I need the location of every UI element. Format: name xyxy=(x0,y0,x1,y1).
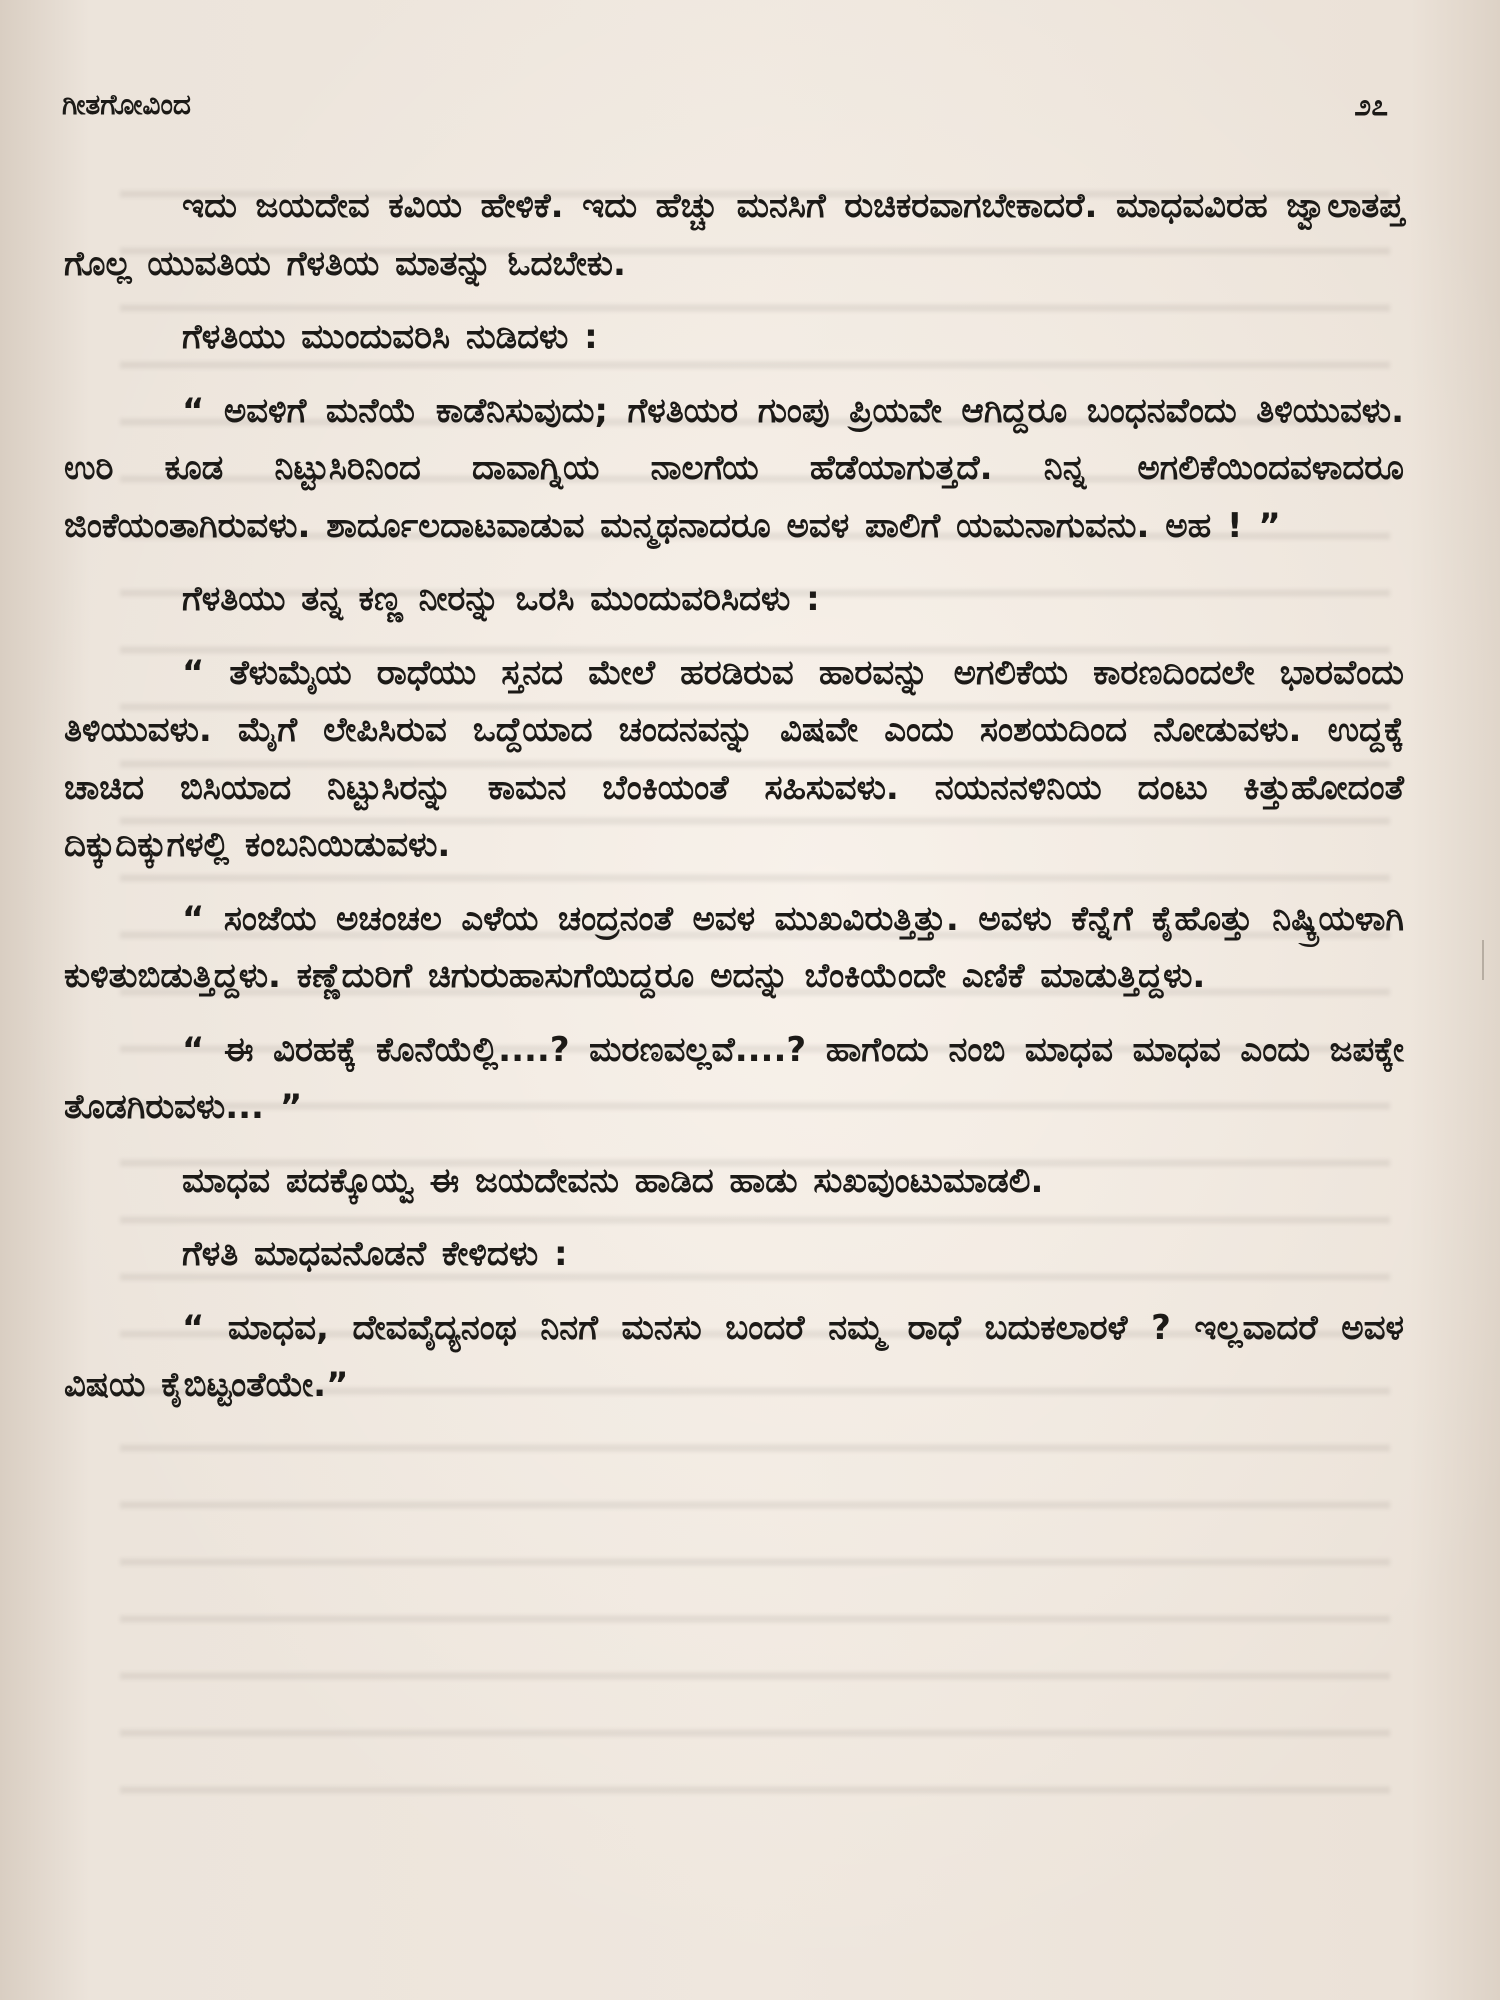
quoted-paragraph: “ ಮಾಧವ, ದೇವವೈದ್ಯನಂಥ ನಿನಗೆ ಮನಸು ಬಂದರೆ ನಮ್ಮ ರಾಧೆ ಬದುಕಲಾರಳೆ ? ಇಲ್ಲವಾದರೆ ಅವಳ ವಿಷಯ ಕೈಬಿಟ್ಟಂತೆಯೇ.” xyxy=(64,1307,1404,1405)
paragraph: ಇದು ಜಯದೇವ ಕವಿಯ ಹೇಳಿಕೆ. ಇದು ಹೆಚ್ಚು ಮನಸಿಗೆ ರುಚಿಕರವಾಗಬೇಕಾದರೆ. ಮಾಧವವಿರಹ ಜ್ವಾಲಾತಪ್ತ ಗೊಲ್ಲ ಯುವತಿಯ ಗೆಳತಿಯ ಮಾತನ್ನು ಓದಬೇಕು. xyxy=(64,186,1404,284)
quoted-paragraph: “ ಸಂಜೆಯ ಅಚಂಚಲ ಎಳೆಯ ಚಂದ್ರನಂತೆ ಅವಳ ಮುಖವಿರುತ್ತಿತ್ತು. ಅವಳು ಕೆನ್ನೆಗೆ ಕೈಹೊತ್ತು ನಿಷ್ಕ್ರಿಯಳಾಗಿ ಕುಳಿತುಬಿಡುತ್ತಿದ್ದಳು. ಕಣ್ಣೆದುರಿಗೆ ಚಿಗುರುಹಾಸುಗೆಯಿದ್ದರೂ ಅದನ್ನು ಬೆಂಕಿಯೆಂದೇ ಎಣಿಕೆ ಮಾಡುತ್ತಿದ್ದಳು. xyxy=(64,898,1404,996)
page-header xyxy=(62,88,1388,128)
paragraph: ಮಾಧವ ಪದಕ್ಕೊಯ್ವ ಈ ಜಯದೇವನು ಹಾಡಿದ ಹಾಡು ಸುಖವುಂಟುಮಾಡಲಿ. xyxy=(182,1160,1044,1201)
margin-mark xyxy=(1482,940,1484,980)
quoted-paragraph: “ ಅವಳಿಗೆ ಮನೆಯೆ ಕಾಡೆನಿಸುವುದು; ಗೆಳತಿಯರ ಗುಂಪು ಪ್ರಿಯವೇ ಆಗಿದ್ದರೂ ಬಂಧನವೆಂದು ತಿಳಿಯುವಳು. ಉರಿ ಕೂಡ ನಿಟ್ಟುಸಿರಿನಿಂದ ದಾವಾಗ್ನಿಯ ನಾಲಗೆಯ ಹೆಡೆಯಾಗುತ್ತದೆ. ನಿನ್ನ ಅಗಲಿಕೆಯಿಂದವಳಾದರೂ ಜಿಂಕೆಯಂತಾಗಿರುವಳು. ಶಾರ್ದೂಲದಾಟವಾಡುವ ಮನ್ಮಥನಾದರೂ ಅವಳ ಪಾಲಿಗೆ ಯಮನಾಗುವನು. ಅಹ ! ” xyxy=(64,390,1404,546)
paragraph: ಗೆಳತಿ ಮಾಧವನೊಡನೆ ಕೇಳಿದಳು : xyxy=(182,1234,568,1274)
body-text xyxy=(64,178,1404,1431)
quoted-paragraph: “ ಈ ವಿರಹಕ್ಕೆ ಕೊನೆಯೆಲ್ಲಿ....? ಮರಣವಲ್ಲವೆ....? ಹಾಗೆಂದು ನಂಬಿ ಮಾಧವ ಮಾಧವ ಎಂದು ಜಪಕ್ಕೇ ತೊಡಗಿರುವಳು... ” xyxy=(64,1029,1404,1127)
page-number: ೨೭ xyxy=(1354,88,1388,123)
quoted-paragraph: “ ತೆಳುಮೈಯ ರಾಧೆಯು ಸ್ತನದ ಮೇಲೆ ಹರಡಿರುವ ಹಾರವನ್ನು ಅಗಲಿಕೆಯ ಕಾರಣದಿಂದಲೇ ಭಾರವೆಂದು ತಿಳಿಯುವಳು. ಮೈಗೆ ಲೇಪಿಸಿರುವ ಒದ್ದೆಯಾದ ಚಂದನವನ್ನು ವಿಷವೇ ಎಂದು ಸಂಶಯದಿಂದ ನೋಡುವಳು. ಉದ್ದಕ್ಕೆ ಚಾಚಿದ ಬಿಸಿಯಾದ ನಿಟ್ಟುಸಿರನ್ನು ಕಾಮನ ಬೆಂಕಿಯಂತೆ ಸಹಿಸುವಳು. ನಯನನಳಿನಿಯ ದಂಟು ಕಿತ್ತುಹೋದಂತೆ ದಿಕ್ಕುದಿಕ್ಕುಗಳಲ್ಲಿ ಕಂಬನಿಯಿಡುವಳು. xyxy=(64,652,1404,865)
running-title: ಗೀತಗೋವಿಂದ xyxy=(62,88,191,121)
paragraph: ಗೆಳತಿಯು ತನ್ನ ಕಣ್ಣ ನೀರನ್ನು ಒರಸಿ ಮುಂದುವರಿಸಿದಳು : xyxy=(182,579,820,619)
paragraph: ಗೆಳತಿಯು ಮುಂದುವರಿಸಿ ನುಡಿದಳು : xyxy=(182,317,598,357)
